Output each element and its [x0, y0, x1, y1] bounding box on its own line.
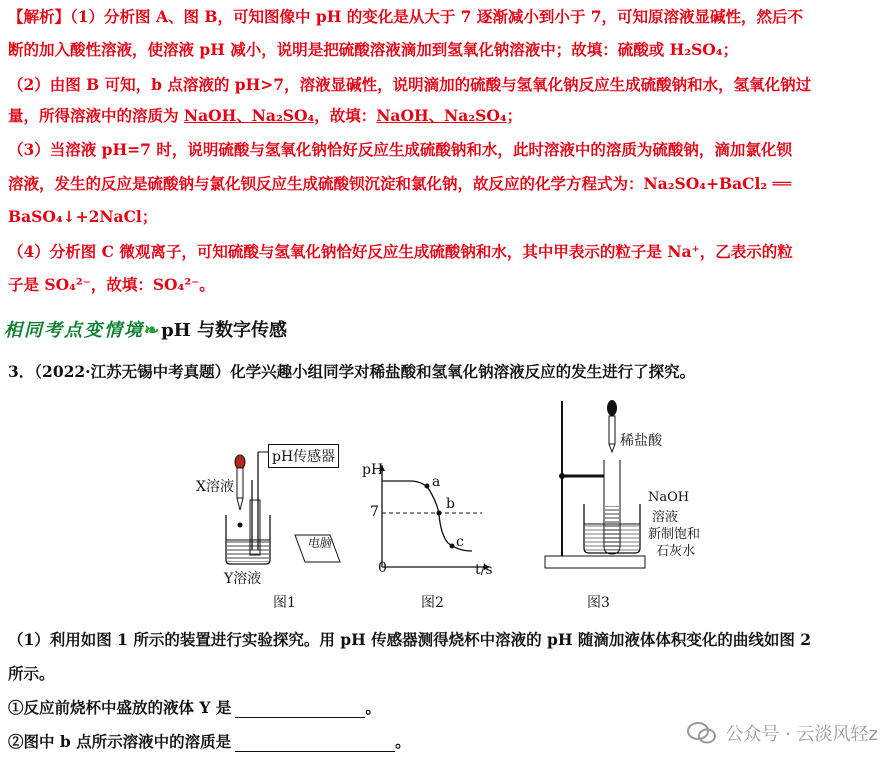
section-topic: pH 与数字传感 [161, 320, 287, 341]
item-2-blank[interactable] [235, 735, 395, 752]
point-b-marker [437, 511, 442, 516]
analysis-line-2: 断的加入酸性溶液，使溶液 pH 减小，说明是把硫酸溶液滴加到氢氧化钠溶液中；故填：硫酸或 H₂SO₄； [8, 40, 739, 59]
fig3-naoh-label-2: 溶液 [652, 510, 679, 525]
fig1-computer-label: 电脑 [306, 536, 334, 550]
analysis-line-9: 子是 SO₄²⁻，故填：SO₄²⁻。 [8, 275, 215, 294]
fig3-caption: 图3 [587, 595, 610, 611]
analysis-tag: 【解析】 [8, 7, 71, 26]
fig2-point-b: b [446, 496, 455, 512]
fig1-caption: 图1 [273, 595, 296, 611]
p2-mid: ，故填： [314, 106, 377, 125]
fig3-lime-label-2: 石灰水 [656, 544, 696, 559]
watermark [687, 720, 878, 746]
analysis-line-1 [8, 6, 884, 28]
subquestion-line-2: 所示。 [8, 664, 55, 683]
question-intro: 3．（2022·江苏无锡中考真题）化学兴趣小组同学对稀盐酸和氢氧化钠溶液反应的发生进行了探究。 [8, 362, 696, 381]
watermark-text: 公众号 · 云淡风轻z [725, 724, 878, 745]
p2-end: ； [506, 106, 523, 125]
analysis-line-7: BaSO₄↓+2NaCl； [8, 207, 158, 226]
figure-3-apparatus [540, 396, 660, 576]
p2-answer-2: NaOH、Na₂SO₄ [376, 106, 507, 125]
fig2-caption: 图2 [421, 595, 444, 611]
item-1-end: 。 [365, 698, 381, 717]
item-2-text: ②图中 b 点所示溶液中的溶质是 [8, 732, 232, 751]
item-1-text: ①反应前烧杯中盛放的液体 Y 是 [8, 698, 232, 717]
fig1-x-solution-label: X溶液 [196, 479, 234, 495]
point-c-marker [450, 544, 455, 549]
leaf-icon: ❧ [144, 320, 162, 341]
item-2 [8, 730, 411, 752]
subquestion-line-1: （1）利用如图 1 所示的装置进行实验探究。用 pH 传感器测得烧杯中溶液的 pH 随滴加液体体积变化的曲线如图 2 [8, 630, 812, 649]
fig3-naoh-label-1: NaOH [648, 490, 690, 505]
fig2-seven-tick: 7 [370, 504, 379, 520]
section-heading [4, 316, 287, 342]
item-2-end: 。 [395, 732, 411, 751]
fig2-point-a: a [432, 474, 441, 490]
fig3-acid-label: 稀盐酸 [620, 433, 662, 449]
analysis-p1-text: （1）分析图 A、图 B，可知图像中 pH 的变化是从大于 7 逐渐减小到小于 7，可知原溶液显碱性，然后不 [70, 7, 804, 26]
analysis-line-4 [8, 105, 884, 127]
item-1 [8, 696, 381, 718]
analysis-line-8: （4）分析图 C 微观离子，可知硫酸与氢氧化钠恰好反应生成硫酸钠和水，其中甲表示的粒子是 Na⁺，乙表示的粒 [8, 242, 793, 261]
analysis-line-6: 溶液，发生的反应是硫酸钠与氯化钡反应生成硫酸钡沉淀和氯化钠，故反应的化学方程式为：Na₂SO₄+BaCl₂ ══ [8, 174, 792, 193]
analysis-line-5: （3）当溶液 pH=7 时，说明硫酸与氢氧化钠恰好反应生成硫酸钠和水，此时溶液中的溶质为硫酸钠，滴加氯化钡 [8, 140, 792, 159]
fig2-x-axis-label: t/s [475, 562, 493, 578]
p2-answer-1: NaOH、Na₂SO₄ [183, 106, 315, 125]
point-a-marker [425, 484, 430, 489]
analysis-line-3: （2）由图 B 可知，b 点溶液的 pH>7，溶液显碱性，说明滴加的硫酸与氢氧化钠反应生成硫酸钠和水，氢氧化钠过 [8, 75, 812, 94]
fig3-lime-label-1: 新制饱和 [648, 527, 701, 542]
section-title: 相同考点变情境 [4, 320, 144, 341]
fig1-sensor-label: pH传感器 [268, 444, 339, 468]
fig2-origin: 0 [378, 560, 387, 576]
fig2-y-axis-label: pH [362, 462, 384, 478]
wechat-icon [687, 721, 717, 745]
p2-prefix: 量，所得溶液中的溶质为 [8, 106, 184, 125]
item-1-blank[interactable] [235, 701, 365, 718]
fig2-point-c: c [456, 534, 464, 550]
fig1-y-solution-label: Y溶液 [224, 571, 262, 587]
